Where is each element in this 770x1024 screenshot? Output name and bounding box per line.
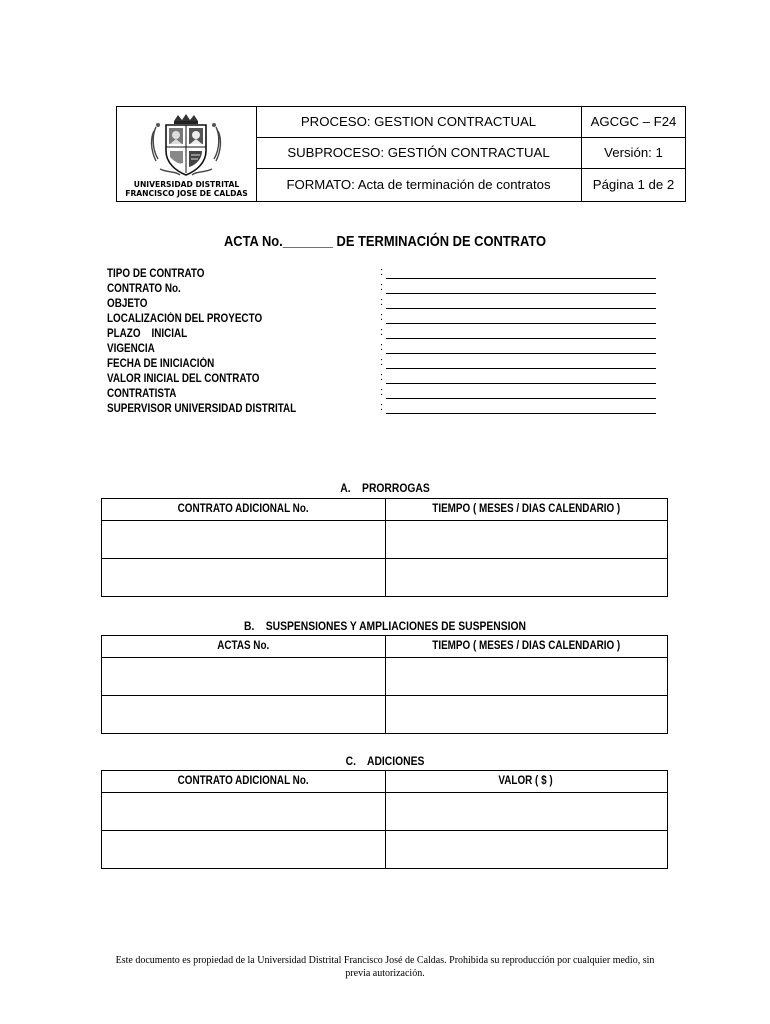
column-header: TIEMPO ( MESES / DIAS CALENDARIO ) [432, 503, 620, 515]
column-header: CONTRATO ADICIONAL No. [178, 775, 309, 787]
field-colon: : [380, 401, 384, 413]
page-number: Página 1 de 2 [581, 169, 685, 201]
field-colon: : [380, 326, 384, 338]
field-label: SUPERVISOR UNIVERSIDAD DISTRITAL [107, 403, 297, 415]
document-title: ACTA No._______ DE TERMINACIÓN DE CONTRATO [223, 233, 547, 250]
logo-text-line1: UNIVERSIDAD DISTRITAL [133, 180, 240, 189]
header-row-process [256, 107, 685, 137]
field-label: LOCALIZACIÓN DEL PROYECTO [107, 313, 263, 325]
section-title-suspensiones: B. SUSPENSIONES Y AMPLIACIONES DE SUSPENSION [244, 619, 526, 633]
section-title-adiciones: C. ADICIONES [345, 754, 425, 768]
field-label: PLAZO INICIAL [107, 328, 188, 340]
field-colon: : [380, 386, 384, 398]
field-label: FECHA DE INICIACIÓN [107, 358, 215, 370]
column-header: ACTAS No. [217, 640, 270, 652]
section-title-prorrogas: A. PRORROGAS [340, 481, 430, 495]
footer-line2: previa autorización. [345, 968, 425, 979]
process-label: PROCESO: GESTION CONTRACTUAL [300, 114, 537, 129]
field-colon: : [380, 356, 384, 368]
header-row-format [256, 169, 685, 201]
field-label: CONTRATO No. [107, 283, 181, 295]
field-label: VIGENCIA [107, 343, 155, 355]
column-header: VALOR ( $ ) [498, 775, 554, 787]
logo-text-line2: FRANCISCO JOSE DE CALDAS [125, 189, 248, 198]
university-shield-logo-icon [150, 113, 222, 177]
suspensiones-table [101, 635, 668, 734]
version-label: Versión: 1 [581, 138, 685, 168]
field-colon: : [380, 281, 384, 293]
field-colon: : [380, 371, 384, 383]
field-colon: : [380, 311, 384, 323]
footer-line1: Este documento es propiedad de la Universidad Distrital Francisco José de Caldas. Prohibida su reproducción por cualquier medio, sin [115, 955, 655, 966]
field-colon: : [380, 341, 384, 353]
format-label: FORMATO: Acta de terminación de contratos [286, 177, 551, 192]
column-header: CONTRATO ADICIONAL No. [178, 503, 309, 515]
field-colon: : [380, 296, 384, 308]
form-code: AGCGC – F24 [581, 107, 685, 137]
footer-notice [100, 954, 670, 980]
column-header: TIEMPO ( MESES / DIAS CALENDARIO ) [432, 640, 620, 652]
field-label: VALOR INICIAL DEL CONTRATO [107, 373, 260, 385]
logo-cell [117, 107, 257, 201]
header-row-subprocess [256, 138, 685, 168]
adiciones-table [101, 770, 668, 869]
field-label: CONTRATISTA [107, 388, 177, 400]
subprocess-label: SUBPROCESO: GESTIÓN CONTRACTUAL [287, 145, 550, 160]
document-header-table [116, 106, 686, 202]
field-label: OBJETO [107, 298, 148, 310]
prorrogas-table [101, 498, 668, 597]
field-label: TIPO DE CONTRATO [107, 268, 205, 280]
field-colon: : [380, 266, 384, 278]
